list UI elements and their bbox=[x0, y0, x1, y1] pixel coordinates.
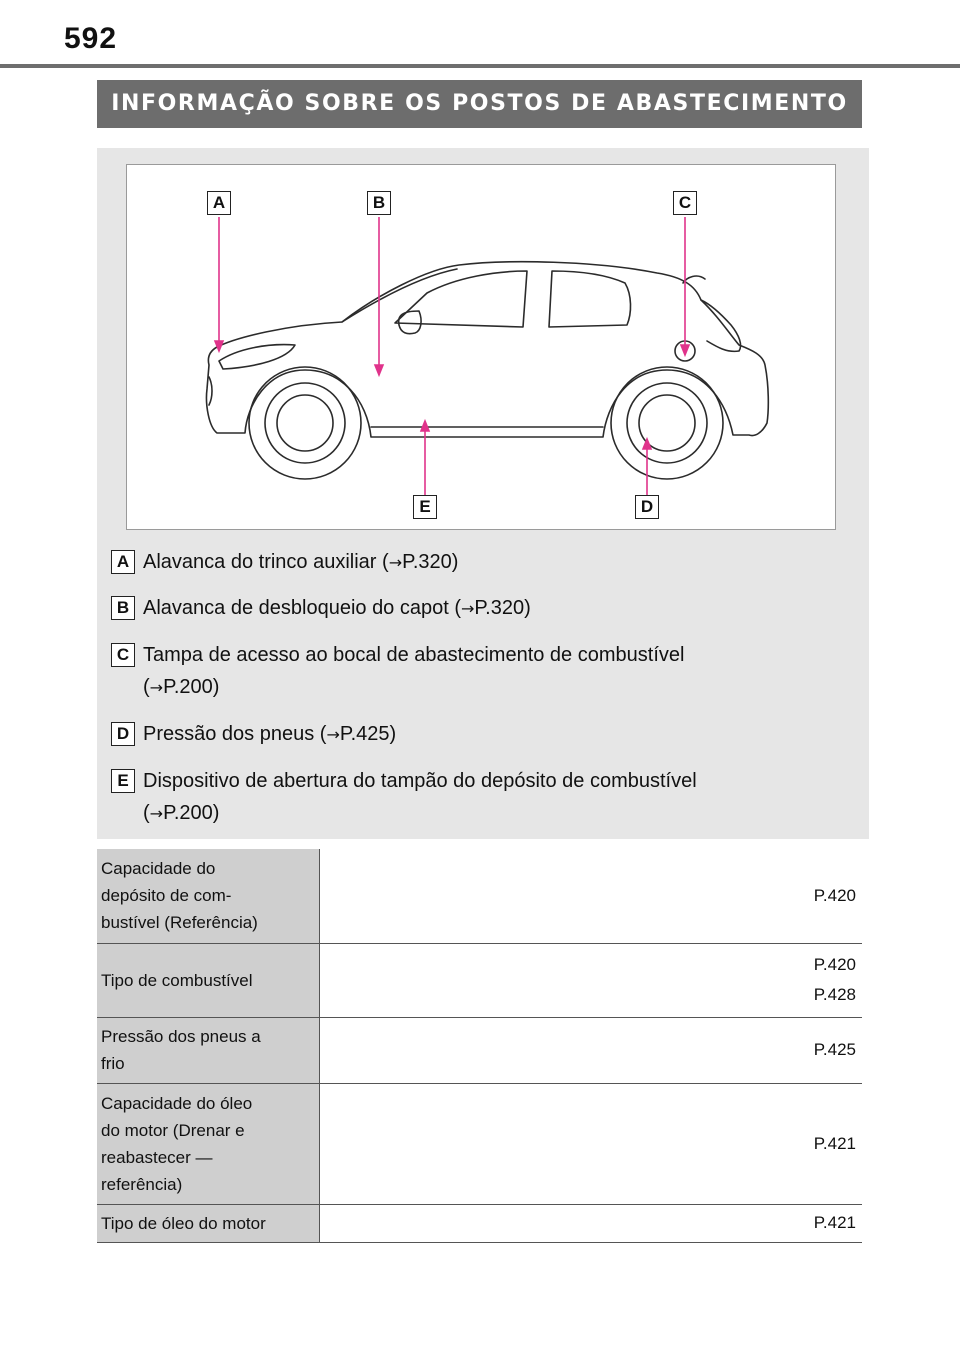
row-label-line: Pressão dos pneus a bbox=[101, 1027, 261, 1046]
page-reference[interactable]: P.428 bbox=[813, 985, 856, 1004]
callout-e: E bbox=[413, 495, 437, 519]
page-reference[interactable]: P.425 bbox=[813, 1040, 856, 1059]
row-label-line: bustível (Referência) bbox=[101, 913, 258, 933]
table-row bbox=[97, 1204, 862, 1242]
table-row bbox=[97, 1083, 862, 1204]
row-label-line: Capacidade do bbox=[101, 859, 216, 879]
row-label-line: do motor (Drenar e bbox=[101, 1120, 245, 1140]
page-reference[interactable]: P.320 bbox=[474, 597, 525, 619]
page-reference[interactable]: P.425 bbox=[339, 723, 390, 745]
page-reference[interactable]: P.420 bbox=[813, 885, 856, 905]
row-label-line: depósito de com- bbox=[101, 886, 232, 906]
windshield bbox=[342, 269, 457, 322]
legend-text: Alavanca do trinco auxiliar ( bbox=[143, 551, 389, 573]
legend-badge: A bbox=[111, 550, 135, 574]
row-label-line: Tipo de óleo do motor bbox=[101, 1213, 266, 1233]
page-reference[interactable]: P.420 bbox=[813, 955, 856, 974]
legend-text: Pressão dos pneus ( bbox=[143, 723, 327, 745]
side-mirror bbox=[399, 311, 421, 334]
table-row bbox=[97, 849, 862, 943]
vehicle-illustration bbox=[126, 164, 836, 530]
car-side-view-drawing bbox=[127, 165, 837, 531]
rear-hatch bbox=[701, 300, 741, 351]
arrow-icon: → bbox=[149, 678, 164, 697]
header-rule bbox=[0, 64, 960, 68]
page-reference[interactable]: P.421 bbox=[813, 1213, 856, 1232]
legend-badge: D bbox=[111, 722, 135, 746]
table-row bbox=[97, 943, 862, 1017]
arrow-icon: → bbox=[461, 599, 475, 618]
table-row bbox=[97, 1017, 862, 1083]
callout-a: A bbox=[207, 191, 231, 215]
callout-c: C bbox=[673, 191, 697, 215]
legend-text: Dispositivo de abertura do tampão do depósito de combustível bbox=[143, 770, 697, 792]
rear-window bbox=[549, 271, 631, 327]
row-label-line: frio bbox=[101, 1054, 125, 1073]
page-reference[interactable]: P.200 bbox=[163, 676, 213, 698]
page-number: 592 bbox=[64, 22, 118, 55]
callout-d: D bbox=[635, 495, 659, 519]
arrow-icon: → bbox=[388, 553, 403, 572]
row-label-line: Capacidade do óleo bbox=[101, 1093, 253, 1113]
figure-panel: A B C D E A Alavanca do trinco auxiliar (→P.320) B Alavanca de desbloqueio do capot (→P.320) C Tampa de acesso ao bocal de abastecimento de combustível (→P.200) D Pressão dos pneus (→P.425) E Dispositivo de abertura do tampão do depósito de combustível (→P.200) bbox=[97, 148, 869, 839]
callout-b: B bbox=[367, 191, 391, 215]
row-label-line: Tipo de combustível bbox=[101, 970, 253, 990]
legend-badge: B bbox=[111, 596, 135, 620]
page-reference[interactable]: P.320 bbox=[402, 551, 452, 573]
row-label-line: referência) bbox=[101, 1174, 183, 1194]
page-reference[interactable]: P.200 bbox=[163, 802, 213, 824]
front-wheel-hub bbox=[277, 395, 333, 451]
fuel-info-table bbox=[97, 849, 862, 1243]
headlight bbox=[219, 345, 295, 369]
arrow-icon: → bbox=[326, 725, 340, 744]
page-reference[interactable]: P.421 bbox=[813, 1133, 856, 1153]
legend-badge: E bbox=[111, 769, 135, 793]
row-label-line: reabastecer — bbox=[101, 1147, 213, 1167]
section-title: INFORMAÇÃO SOBRE OS POSTOS DE ABASTECIMENTO bbox=[97, 80, 862, 128]
legend-badge: C bbox=[111, 643, 135, 667]
legend-text: Tampa de acesso ao bocal de abastecimento de combustível bbox=[143, 644, 685, 666]
legend-text: Alavanca de desbloqueio do capot ( bbox=[143, 597, 462, 619]
arrow-icon: → bbox=[149, 804, 164, 823]
